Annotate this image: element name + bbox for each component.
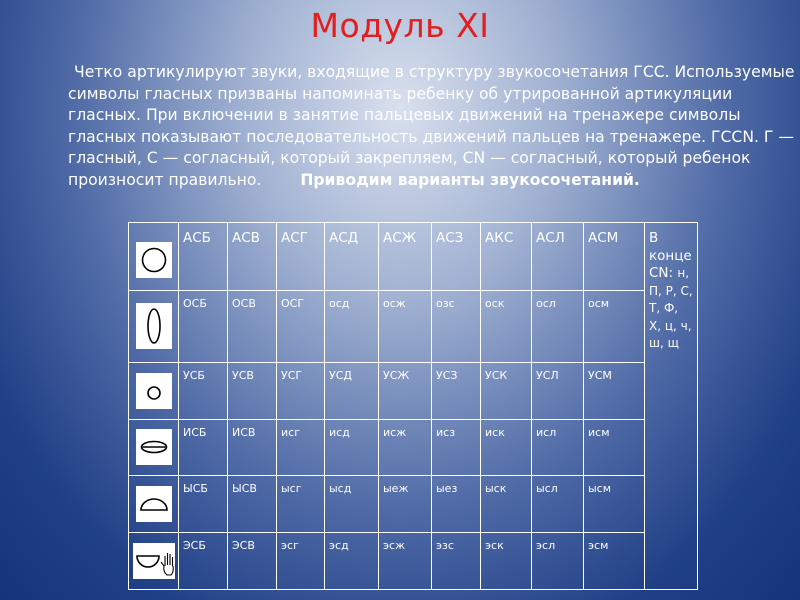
table-cell: исж xyxy=(379,419,432,476)
table-row xyxy=(129,419,698,476)
circle-symbol-icon xyxy=(136,242,172,278)
table-cell: эсл xyxy=(532,533,584,590)
table-cell: исз xyxy=(432,419,481,476)
description-bold-text: Приводим варианты звукосочетаний. xyxy=(300,170,640,189)
table-cell: осд xyxy=(325,290,379,362)
table-cell: эск xyxy=(481,533,532,590)
symbol-cell xyxy=(129,476,179,533)
table-cell: осм xyxy=(584,290,645,362)
table-cell: ОСБ xyxy=(179,290,228,362)
table-cell: ЭСВ xyxy=(228,533,277,590)
table-cell: иск xyxy=(481,419,532,476)
note-prefix: В конце CN: xyxy=(649,230,692,281)
note-letters: н, П, Р, С, Т, Ф, Х, ц, ч, ш, щ xyxy=(649,266,693,350)
table-cell: ыез xyxy=(432,476,481,533)
table-cell: ЫСВ xyxy=(228,476,277,533)
table-cell: АСГ xyxy=(277,223,325,291)
table-row xyxy=(129,533,698,590)
table-cell: УСЛ xyxy=(532,362,584,419)
symbol-cell xyxy=(129,419,179,476)
table-row xyxy=(129,290,698,362)
table-row xyxy=(129,223,698,291)
description-paragraph xyxy=(56,62,800,191)
table-cell: ыеж xyxy=(379,476,432,533)
table-cell: ЫСБ xyxy=(179,476,228,533)
table-cell: ЭСБ xyxy=(179,533,228,590)
table-cell: эзс xyxy=(432,533,481,590)
table-cell: эсж xyxy=(379,533,432,590)
table-cell: ОСГ xyxy=(277,290,325,362)
table-cell: УСД xyxy=(325,362,379,419)
table-cell: ИСБ xyxy=(179,419,228,476)
table-cell: эсг xyxy=(277,533,325,590)
table-cell: УСК xyxy=(481,362,532,419)
symbol-cell xyxy=(129,533,179,590)
table-cell: ыск xyxy=(481,476,532,533)
table-cell: ИСВ xyxy=(228,419,277,476)
table-cell: осж xyxy=(379,290,432,362)
horizontal-oval-symbol-icon xyxy=(136,429,172,465)
table-cell: осл xyxy=(532,290,584,362)
table-cell: УСМ xyxy=(584,362,645,419)
table-cell: ысл xyxy=(532,476,584,533)
table-cell: УСГ xyxy=(277,362,325,419)
semicircle-up-symbol-icon xyxy=(136,486,172,522)
vertical-oval-symbol-icon xyxy=(136,303,172,349)
table-cell: АСВ xyxy=(228,223,277,291)
table-cell: АСЛ xyxy=(532,223,584,291)
table-cell: эсд xyxy=(325,533,379,590)
table-cell: АСЖ xyxy=(379,223,432,291)
table-cell: АСМ xyxy=(584,223,645,291)
slide-title: Модуль XI xyxy=(310,6,490,45)
symbol-cell xyxy=(129,362,179,419)
symbol-cell xyxy=(129,290,179,362)
symbol-cell xyxy=(129,223,179,291)
table-cell: УСБ xyxy=(179,362,228,419)
sound-combinations-table xyxy=(128,222,698,590)
table-cell: ысд xyxy=(325,476,379,533)
table-cell: ысм xyxy=(584,476,645,533)
table-cell: АСД xyxy=(325,223,379,291)
small-circle-symbol-icon xyxy=(136,373,172,409)
description-text: Четко артикулируют звуки, входящие в структуру звукосочетания ГСС. Используемые символы гласных призваны напоминать ребенку об утрированной артикуляции гласных. При включении в занятие пальцевых движений на тренажере символы гласных показывают последовательность движений пальцев на тренажере. ГССN. Г — гласный, С — согласный, который закрепляем, CN — согласный, который ребенок произносит правильно. xyxy=(68,63,795,189)
table-row xyxy=(129,476,698,533)
table-cell: УСВ xyxy=(228,362,277,419)
table-cell: АСЗ xyxy=(432,223,481,291)
table-cell: УСЗ xyxy=(432,362,481,419)
table-cell: УСЖ xyxy=(379,362,432,419)
table-cell: АКС xyxy=(481,223,532,291)
table-cell: исл xyxy=(532,419,584,476)
table-cell: озс xyxy=(432,290,481,362)
table-cell: ысг xyxy=(277,476,325,533)
table-cell: АСБ xyxy=(179,223,228,291)
table-cell: ОСВ xyxy=(228,290,277,362)
table-row xyxy=(129,362,698,419)
ending-consonants-note xyxy=(645,223,698,590)
table-cell: исг xyxy=(277,419,325,476)
table-cell: оск xyxy=(481,290,532,362)
semicircle-down-hand-symbol-icon xyxy=(133,543,175,579)
table-cell: исд xyxy=(325,419,379,476)
table-cell: эсм xyxy=(584,533,645,590)
table-cell: исм xyxy=(584,419,645,476)
